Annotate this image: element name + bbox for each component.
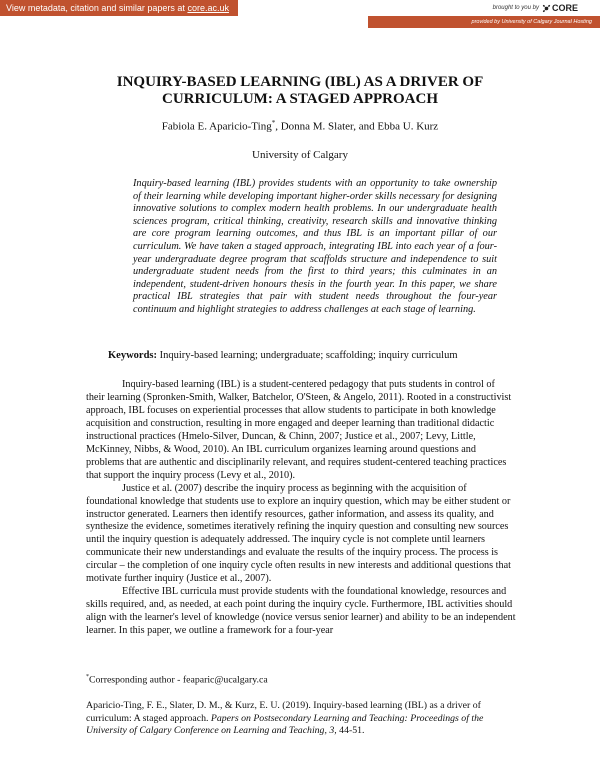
core-header [0,0,600,28]
brought-by-text: brought to you by [492,5,539,11]
body-text [86,379,516,638]
footnote [86,674,526,685]
body-paragraph-1: Inquiry-based learning (IBL) is a student-centered pedagogy that puts students in control of their learning (Spronken-Smith, Walker, Batchelor, O'Steen, & Angelo, 2011). Rooted in a constructivist approach, IBL focuses on experiential processes that allow students to participate in both knowledge acquisition and construction, resulting in more engaged and deeper learning than traditional didactic instructional practices (Hmelo-Silver, Duncan, & Chinn, 2007; Justice et al., 2007; Levy, Little, McKinney, Nibbs, & Wood, 2010). An IBL curriculum organizes learning around questions and problems that are authentic and disciplinarily relevant, and requires student-centered teaching practices that support the inquiry process (Levy et al., 2010). [86,379,512,481]
keywords-label: Keywords: [108,350,157,361]
citation-journal: Papers on Postsecondary Learning and Teaching: Proceedings of the University of Calgary Conference on Learning and Teaching, 3, [86,712,484,736]
corresponding-mark: * [271,119,276,127]
core-metadata-banner [0,0,238,16]
citation [86,700,516,738]
author-list [60,119,540,133]
keywords-list: Inquiry-based learning; undergraduate; scaffolding; inquiry curriculum [157,350,458,361]
brought-by-core[interactable] [493,3,578,13]
provided-by-row [0,16,600,28]
title-line-2: CURRICULUM: A STAGED APPROACH [162,91,438,107]
body-paragraph-3: Effective IBL curricula must provide students with the foundational knowledge, resources and skills required, and, as needed, at each point during the inquiry cycle. Furthermore, IBL activities should align with the learner's level of knowledge (novice versus senior learner) and ability to be an independent learner. In this paper, we outline a framework for a four-year [86,586,516,637]
keywords [108,350,528,361]
core-link[interactable]: core.ac.uk [187,3,229,13]
footnote-mark: * [86,674,89,680]
core-logo [542,3,578,13]
title-line-1: INQUIRY-BASED LEARNING (IBL) AS A DRIVER OF [116,74,484,90]
citation-authors: Aparicio-Ting, F. E., Slater, D. M., & Kurz, E. U. (2019). Inquiry-based learning (IBL) as a driver of curriculum: A staged approach. [86,700,481,724]
core-metadata-text: View metadata, citation and similar papers at [6,3,188,13]
footnote-text: Corresponding author - feaparic@ucalgary.ca [89,674,268,686]
other-authors: , Donna M. Slater, and Ebba U. Kurz [275,120,439,133]
core-logo-icon [542,4,551,13]
provided-by-banner[interactable]: provided by University of Calgary Journal Hosting [368,16,600,28]
affiliation: University of Calgary [252,149,348,161]
body-paragraph-2: Justice et al. (2007) describe the inquiry process as beginning with the acquisition of foundational knowledge that students use to explore an inquiry question, which may be either student or instructor generated. Learners then identify resources, gather information, and assess its quality, and synthesize the evidence, sometimes iteratively refining the inquiry question and consulting new sources until the inquiry question is adequately addressed. The inquiry cycle is not complete until learners communicate their new understandings and evaluate the results of the inquiry process. The process is circular – the completion of one inquiry cycle often results in new interests and additional questions that motivate further inquiry (Justice et al., 2007). [86,482,511,585]
paper-title [60,74,540,108]
abstract: Inquiry-based learning (IBL) provides students with an opportunity to take ownership of their learning while developing important higher-order skills necessary for designing innovative solutions to complex modern health problems. In our undergraduate health sciences program, critical thinking, creativity, research skills and innovative thinking are core program learning outcomes, and thus IBL is an important pillar of our curriculum. We have taken a staged approach, integrating IBL into each year of a four-year undergraduate degree program that scaffolds structure and independence to suit undergraduate student needs from the first to third years; this culminates in an independent, student-driven honours thesis in the fourth year. In this paper, we share practical IBL strategies that pair with student needs throughout the four-year continuum and highlight strategies to address challenges at each stage of learning. [133,178,497,315]
citation-pages: 44-51. [336,725,365,736]
core-logo-text: CORE [551,3,578,13]
author-1: Fabiola E. Aparicio-Ting [161,120,272,133]
